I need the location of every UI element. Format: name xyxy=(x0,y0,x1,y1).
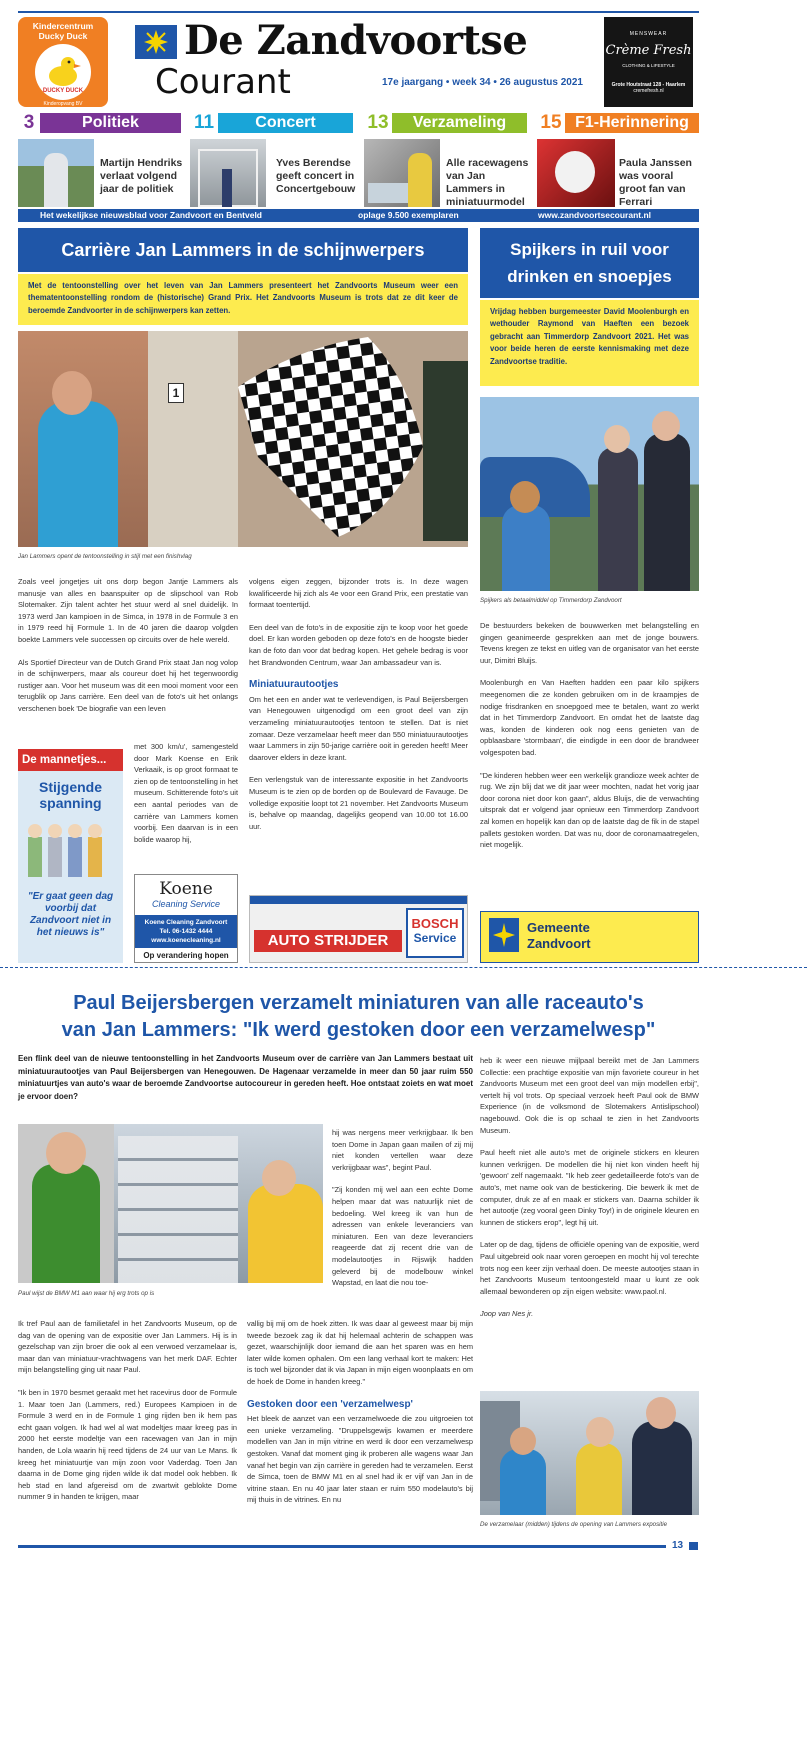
koene-tel: Tel. 06-1432 4444 xyxy=(159,928,213,935)
paragraph: heb ik weer een nieuwe mijlpaal bereikt met de Jan Lammers Collectie: een prachtige expositie van mijn favoriete coureur in het Zandvoorts Museum met een groot deel van mijn modellen erbij", vertelt hij vol trots. Op speciaal verzoek heeft Paul ook de BMW Experience (in de volksmond de Slotemakers Antislipschool) nagebouwd. Ook die is op schaal te zien in het Zandvoorts Museum. xyxy=(480,1056,699,1135)
ad-mannetjes-quote: "Er gaat geen dag voorbij dat Zandvoort niet in het nieuws is" xyxy=(27,891,114,938)
kc-sub: Kinderopvang BV xyxy=(43,101,83,107)
article3-right-of-photo xyxy=(332,1127,473,1289)
kc-line1: Kindercentrum xyxy=(32,21,94,31)
gemeente-line2: Zandvoort xyxy=(527,936,591,951)
top-rule xyxy=(18,11,699,13)
topic-number: 13 xyxy=(364,113,392,133)
subheading: Gestoken door een 'verzamelwesp' xyxy=(247,1398,413,1410)
ad-gemeente-zandvoort[interactable] xyxy=(480,911,699,963)
paragraph: Een deel van de foto's in de expositie zijn te koop voor het goede doel. Er kan worden geboden op deze foto's en de hoogste bieder kan de foto dan voor dat bedrag kopen. Het gehele bedrag is voor het Brandwonden Centrum, waar Jan ambassadeur van is. xyxy=(249,622,468,667)
article2-caption: Spijkers als betaalmiddel op Timmerdorp Zandvoort xyxy=(480,597,622,604)
kc-logo-text: DUCKY DUCK xyxy=(42,88,84,94)
ad-sub: CLOTHING & LIFESTYLE xyxy=(622,63,675,68)
paragraph: Als Sportief Directeur van de Dutch Grand Prix staat Jan nog volop in de schijnwerpers, maar als coureur doet hij het tegenwoordig rustiger aan. Voor het museum was dit een mooi moment voor een terugblik op Jans carrière. Een deel van de foto's uit het onlangs verschenen boek 'De biografie van een leven xyxy=(18,657,238,713)
page-marker xyxy=(689,1542,698,1550)
ad-mannetjes-header: De mannetjes... xyxy=(18,749,123,771)
auto-strijder-label: AUTO STRIJDER xyxy=(254,930,402,952)
topic-header xyxy=(364,113,527,133)
ad-web: cremefresh.nl xyxy=(633,88,664,94)
topic-photo xyxy=(364,139,440,207)
ad-mannetjes[interactable] xyxy=(18,749,123,963)
paragraph: Later op de dag, tijdens de officiële opening van de expositie, werd Paul uitgebreid ook naar voren geroepen en mocht hij vol terechte trots nog een keer zijn verhaal doen. De meeste autootjes staan in het Zandvoorts Museum tentoongesteld maar u kunt ze ook allemaal bewonderen op zijn eigen website: www.paol.nl. xyxy=(480,1240,699,1296)
paragraph: De bestuurders bekeken de bouwwerken met belangstelling en gingen geanimeerde gesprekken aan met de jonge bouwers. Tevens kregen ze tekst en uitleg van de organisator van het eerste uur, Dimitri Bluijs. xyxy=(480,621,699,665)
article2-title: Spijkers in ruil voor drinken en snoepjes xyxy=(480,228,699,298)
article1-photo: 1 xyxy=(18,331,468,547)
article3-caption2: De verzamelaar (midden) tijdens de opening van Lammers expositie xyxy=(480,1521,668,1528)
article3-title-line2: van Jan Lammers: "Ik werd gestoken door een verzamelwesp" xyxy=(61,1019,656,1041)
bosch-logo xyxy=(406,908,464,958)
topic-title: Verzameling xyxy=(412,114,507,131)
paragraph: Paul heeft niet alle auto's met de originele stickers en kleuren kunnen verkrijgen. De modellen die hij niet kon vinden heeft hij 'gewoon' zelf nagemaakt. "Ik heb zeer gedetailleerde foto's van de auto's, met name ook van de bestickering. Die bewerk ik met de computer, druk ze af en maak er stickers van. Daarna schilder ik het autootje (zeg vooral geen Dinky Toy!) in de originele kleuren en kunnen de stickers erop", legt hij uit. xyxy=(480,1148,699,1227)
article3-photo2 xyxy=(480,1391,699,1515)
paragraph: Het bleek de aanzet van een verzamelwoede die zou uitgroeien tot een unieke verzameling. "Druppelsgewijs kwamen er meerdere modellen van Jan in mijn vitrine en werd ik door een verzamelwesp gestoken. Vanaf dat moment ging ik proberen alle wagens waar Jan vanaf het begin van zijn carrière in gereden had te verzamelen. Eerst de Simca, toen de BMW M1 en al snel had ik er vijf van Jan in de vitrine staan. En nu 40 jaar later staan er ruim 550 modelauto's bij mij thuis in de vitrines. En nu xyxy=(247,1414,473,1505)
subheading: Miniatuurautootjes xyxy=(249,679,339,691)
topic-title: F1-Herinnering xyxy=(575,114,689,131)
article1-title: Carrière Jan Lammers in de schijnwerpers xyxy=(18,228,468,272)
ad-top: MENSWEAR xyxy=(629,31,668,37)
topic-text: Martijn Hendriks verlaat volgend jaar de politiek xyxy=(100,157,183,195)
section-divider xyxy=(0,967,807,968)
ad-creme-fresh[interactable] xyxy=(604,17,693,107)
paragraph: vallig bij mij om de hoek zitten. Ik was daar al geweest maar bij mijn tweede bezoek zag ik dat hij helemaal achterin de schappen was gezet, waarschijnlijk door iemand die aan het sparen was en hem later wilde komen ophalen. Om een lang verhaal kort te maken: Het is toch wel bijzonder dat ik via Japan in mijn eigen woonplaats en om de hoek de Dome in handen kreeg." xyxy=(247,1319,473,1386)
article3-col1 xyxy=(18,1318,237,1514)
article1-col2 xyxy=(249,576,468,843)
article1-col1-cont: met 300 km/u', samengesteld door Mark Koense en Erik Verkaaik, is op groot formaat te zien op de tentoonstelling in het museum. Schitterende foto's uit een aantal periodes van de carrière van Lammers komen voorbij. Een daarvan is in een bolide waarop hij, xyxy=(134,742,238,844)
topic-number: 3 xyxy=(18,113,40,133)
article1-lead: Met de tentoonstelling over het leven van Jan Lammers presenteert het Zandvoorts Museum weer een thematentoonstelling rondom de (historische) Grand Prix. Het Zandvoorts Museum is trots dat ze dit keer de beroemde Zandvoorter in de schijnwerpers kan zetten. xyxy=(18,274,468,325)
article3-caption1: Paul wijst de BMW M1 aan waar hij erg trots op is xyxy=(18,1290,155,1297)
strip-mid: oplage 9.500 exemplaren xyxy=(358,210,459,220)
ad-ducky-duck[interactable] xyxy=(18,17,108,107)
gemeente-logo-icon xyxy=(489,918,519,952)
bosch-text: BOSCH xyxy=(411,916,459,931)
flag-cross-icon xyxy=(135,25,177,59)
article2-lead: Vrijdag hebben burgemeester David Moolenburgh en wethouder Raymond van Haeften een bezoek gebracht aan Timmerdorp Zandvoort 2021. Het was voor beide heren de eerste kennismaking met deze Zandvoortse traditie. xyxy=(480,300,699,386)
paragraph: Zoals veel jongetjes uit ons dorp begon Jantje Lammers als manusje van alles en baanspuiter op de slipschool van Rob Slotemaker. Zijn talent achter het stuur werd al snel duidelijk. In 1973 werd Jan kampioen in de Simca, in 1978 in de Formule 3 en in 1979 reed hij Formule 1. In de 40 jaren die daarop volgden boekte Lammers vele successen op circuits over de hele wereld. xyxy=(18,577,238,644)
masthead-subtitle: Courant xyxy=(155,62,291,102)
author: Joop van Nes jr. xyxy=(480,1309,534,1319)
topic-photo xyxy=(537,139,615,207)
zandvoort-flag-logo xyxy=(135,25,177,59)
kc-line2: Ducky Duck xyxy=(38,31,88,41)
topic-title: Concert xyxy=(255,114,316,131)
paragraph: "Zij konden mij wel aan een echte Dome helpen maar dat was natuurlijk niet de bedoeling. Wel kreeg ik van hun de adressen van enkele leveranciers van miniaturen. Een van deze leveranciers reageerde dat zij recent drie van de modelautootjes in Rijswijk hadden geleverd bij de modelbouw winkel Wapstad, en laat die nou toe- xyxy=(332,1185,473,1288)
article2-photo xyxy=(480,397,699,591)
article1-caption: Jan Lammers opent de tentoonstelling in stijl met een finishvlag xyxy=(18,553,192,560)
topic-text: Alle racewagens van Jan Lammers in miniatuurmodel xyxy=(446,157,529,208)
topic-number: 11 xyxy=(190,113,218,133)
topic-text: Paula Janssen was vooral groot fan van Ferrari xyxy=(619,157,692,208)
ad-auto-strijder[interactable] xyxy=(249,895,468,963)
paragraph: Een verlengstuk van de interessante expositie in het Zandvoorts Museum is te zien op de borden op de Boulevard de Favauge. De volledige expositie loopt tot 21 november. Het Zandvoorts Museum is, behalve op maandag, dagelijks geopend van 10.00 tot 16.00 uur. xyxy=(249,775,468,831)
strip-right[interactable]: www.zandvoortsecourant.nl xyxy=(538,210,652,220)
gemeente-flag xyxy=(489,918,519,952)
article3-photo1 xyxy=(18,1124,323,1283)
paragraph: "Ik ben in 1970 besmet geraakt met het racevirus door de Formule 1. Maar toen Jan (Lammers, red.) Europees Kampioen in de Formule 3 werd en in de Formule 1 ging rijden ben ik hem pas echt gaan volgen. Ik had wel al wat modeltjes maar kreeg pas in 2000 het eerste modeltje van een racewagen van Jan in mijn handen, de Lola waarin hij reed tijdens de 24 uur van Le Mans. Ik kreeg het miniatuurtje van mijn zoon voor Vaderdag. Toen Jan daarna in de Dome ging rijden wilde ik dat model ook hebben. Ik heb stad en land afgereisd om de zwartwit geblokte Dome nummer 9 in handen te krijgen, maar xyxy=(18,1387,237,1502)
paragraph: "De kinderen hebben weer een werkelijk grandioze week achter de rug. We zijn blij dat we dit jaar weer mochten, nadat het vorig jaar door corona niet door kon gaan", aldus Bluijs, die de verwachting uitsprak dat er volgend jaar opnieuw een Timmerdorp Zandvoort zal komen en hopelijk kan dan op de laatste dag de fik in de stapel pallets gestoken worden. Dat was nu, door de coronamaatregelen, niet mogelijk. xyxy=(480,770,699,850)
article2-body xyxy=(480,620,699,862)
paragraph: hij was nergens meer verkrijgbaar. Ik ben toen Dome in Japan gaan mailen of zij mij niet konden vertellen waar deze verkrijgbaar was", begint Paul. xyxy=(332,1128,473,1172)
ad-mannetjes-title: Stijgende spanning xyxy=(38,779,102,811)
topic-title: Politiek xyxy=(82,114,139,131)
topic-header xyxy=(190,113,353,133)
koene-web: www.koenecleaning.nl xyxy=(151,937,221,944)
article3-col3 xyxy=(480,1055,699,1331)
issue-line: 17e jaargang • week 34 • 26 augustus 2021 xyxy=(382,77,583,88)
koene-footer: Op verandering hopen xyxy=(143,951,229,960)
masthead-title: De Zandvoortse xyxy=(184,17,528,64)
article1-col1 xyxy=(18,576,238,715)
ad-koene-cleaning[interactable] xyxy=(134,874,238,963)
topic-politiek[interactable] xyxy=(18,112,183,195)
topic-photo xyxy=(18,139,94,207)
page-number: 13 xyxy=(672,1540,684,1551)
duck-logo xyxy=(35,44,91,100)
finish-flag-icon xyxy=(238,337,428,537)
paragraph: Om het een en ander wat te verlevendigen, is Paul Beijersbergen van Henegouwen uitgenodigd om een groot deel van zijn verzameling miniatuurautootjes tentoon te stellen. Dat is niet zomaar. Deze verzamelaar heeft meer dan 550 miniatuurautootjes waar Lammers in zijn 50-jarige carrière ooit in gereden heeft! Meer daarover elders in deze krant. xyxy=(249,694,468,762)
paragraph: volgens eigen zeggen, bijzonder trots is. In deze wagen kwalificeerde hij zich als 4e voor een Grand Prix, een prestatie van formaat toentertijd. xyxy=(249,577,468,610)
koene-brand: Koene xyxy=(159,879,213,899)
topic-concert[interactable] xyxy=(190,112,356,195)
topic-header xyxy=(537,113,699,133)
article3-title xyxy=(18,990,699,1044)
article3-col2 xyxy=(247,1318,473,1517)
koene-name: Koene Cleaning Zandvoort xyxy=(144,919,228,926)
ad-brand: Crème Fresh xyxy=(605,43,692,58)
article3-title-line1: Paul Beijersbergen verzamelt miniaturen van alle raceauto's xyxy=(73,992,644,1014)
topic-photo xyxy=(190,139,266,207)
paragraph: Moolenburgh en Van Haeften hadden een paar kilo spijkers meegenomen die ze konden gebruiken om in de kraampjes de nodige frisdranken en snoepgoed mee te betalen, want zo werkt dat in het Timmerdorp Zandvoort. En omdat het de laatste dag was, konden de kinderen ook nog eens genieten van de opblaasbare 'stormbaan', die eindigde in een door de brandweer volgespoten bad. xyxy=(480,678,699,757)
koene-details xyxy=(135,915,237,948)
topic-header xyxy=(18,113,181,133)
bosch-service: Service xyxy=(413,931,457,945)
info-strip xyxy=(18,209,699,222)
cartoon-people-icon xyxy=(18,815,123,885)
topic-verzameling[interactable] xyxy=(364,112,529,208)
footer-rule xyxy=(18,1545,666,1548)
gemeente-line1: Gemeente xyxy=(527,920,590,935)
koene-service: Cleaning Service xyxy=(151,899,221,909)
topic-text: Yves Berendse geeft concert in Concertgebouw xyxy=(276,157,356,195)
strip-left: Het wekelijkse nieuwsblad voor Zandvoort en Bentveld xyxy=(40,210,263,220)
topic-number: 15 xyxy=(537,113,565,133)
topic-f1[interactable] xyxy=(537,112,699,208)
article3-lead: Een flink deel van de nieuwe tentoonstelling in het Zandvoorts Museum over de carrière van Jan Lammers bestaat uit miniatuurautootjes van Paul Beijersbergen van Henegouwen. De Hagenaar verzamelde in meer dan 50 jaar ruim 550 miniatuurtjes van auto's waar de beroemde Zandvoortse autocoureur in gereden heeft. Hoe ontstaat zoiets en wat moet je ervoor doen? xyxy=(18,1054,473,1102)
ad-address: Grote Houtstraat 128 - Haarlem xyxy=(611,82,686,88)
paragraph: Ik tref Paul aan de familietafel in het Zandvoorts Museum, op de dag van de opening van de expositie over Jan Lammers. Hij is in gezelschap van zijn broer die ook al een verwoed verzamelaar is, maar dan van miniatuur-vrachtwagens van het merk DAF. Echter mijn belangstelling ging uit naar Paul. xyxy=(18,1319,237,1375)
